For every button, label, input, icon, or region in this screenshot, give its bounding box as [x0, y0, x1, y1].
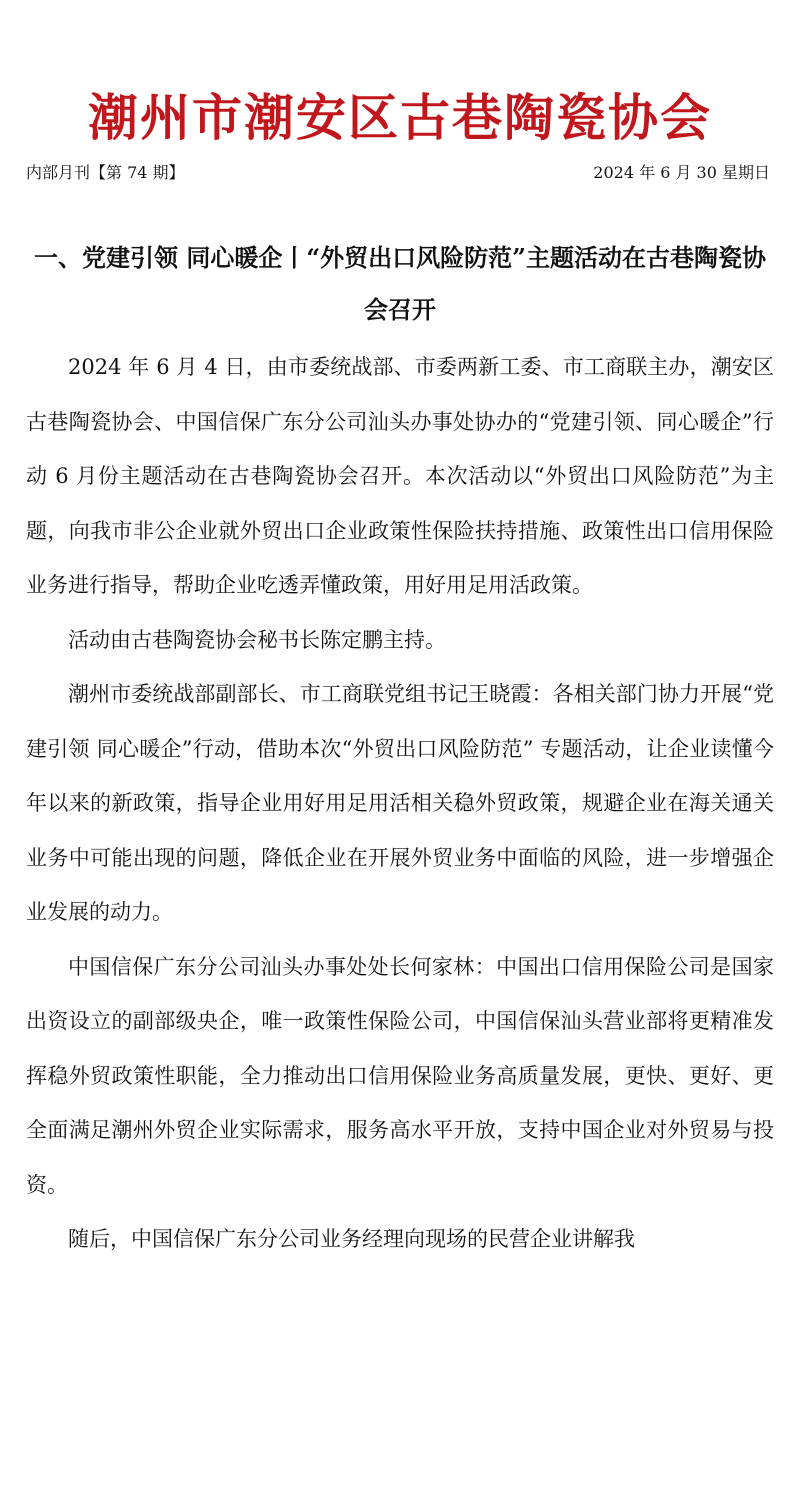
issue-date: 2024 年 6 月 30 星期日	[593, 163, 770, 182]
article-body	[26, 340, 774, 1267]
paragraph-speech-wang: 潮州市委统战部副部长、市工商联党组书记王晓霞：各相关部门协力开展“党建引领 同心暖企”行动，借助本次“外贸出口风险防范” 专题活动，让企业读懂今年以来的新政策，指导企业用好用足用活相关稳外贸政策，规避企业在海关通关业务中可能出现的问题，降低企业在开展外贸业务中面临的风险，进一步增强企业发展的动力。	[26, 682, 774, 924]
paragraph-followup: 随后，中国信保广东分公司业务经理向现场的民营企业讲解我	[68, 1227, 635, 1251]
paragraph-host: 活动由古巷陶瓷协会秘书长陈定鹏主持。	[68, 627, 446, 652]
issue-number: 内部月刊【第 74 期】	[26, 163, 185, 182]
article	[26, 232, 774, 1267]
paragraph-intro: 2024 年 6 月 4 日，由市委统战部、市委两新工委、市工商联主办，潮安区古巷陶瓷协会、中国信保广东分公司汕头办事处协办的“党建引领、同心暖企”行动 6 月份主题活动在古巷陶瓷协会召开。本次活动以“外贸出口风险防范”为主题，向我市非公企业就外贸出口企业政策性保险扶持措施、政策性出口信用保险业务进行指导，帮助企业吃透弄懂政策，用好用足用活政策。	[26, 355, 774, 597]
paragraph-speech-he: 中国信保广东分公司汕头办事处处长何家林：中国出口信用保险公司是国家出资设立的副部级央企，唯一政策性保险公司，中国信保汕头营业部将更精准发挥稳外贸政策性职能，全力推动出口信用保险业务高质量发展，更快、更好、更全面满足潮州外贸企业实际需求，服务高水平开放，支持中国企业对外贸易与投资。	[26, 954, 774, 1197]
masthead-title: 潮州市潮安区古巷陶瓷协会	[88, 88, 712, 147]
issue-info-row	[26, 161, 770, 185]
article-title: 一、党建引领 同心暖企丨“外贸出口风险防范”主题活动在古巷陶瓷协会召开	[34, 243, 766, 324]
